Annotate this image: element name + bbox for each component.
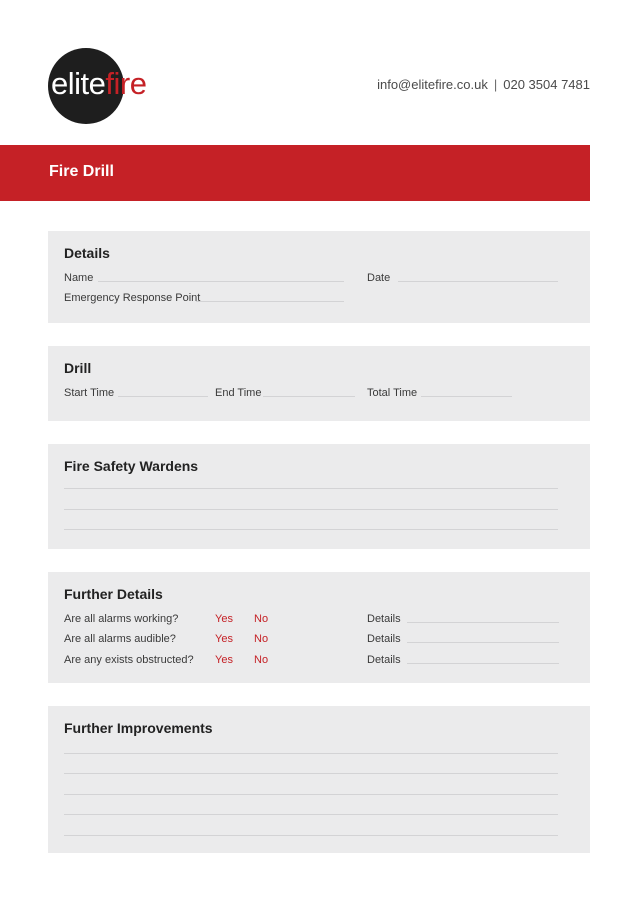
contact-info <box>377 77 590 92</box>
wardens-line[interactable] <box>64 529 558 530</box>
contact-phone[interactable]: 020 3504 7481 <box>503 77 590 92</box>
logo-elite-text: elite <box>51 66 106 101</box>
elitefire-logo <box>48 48 216 124</box>
question-text: Are all alarms working? <box>64 613 179 625</box>
name-field[interactable] <box>98 281 344 282</box>
improvements-line[interactable] <box>64 814 558 815</box>
end-time-field[interactable] <box>263 396 355 397</box>
details-label: Details <box>367 613 401 625</box>
total-time-field[interactable] <box>421 396 512 397</box>
no-option[interactable]: No <box>254 613 269 625</box>
wardens-title: Fire Safety Wardens <box>64 458 199 474</box>
no-option[interactable]: No <box>254 633 269 645</box>
details-label: Details <box>367 633 401 645</box>
contact-email[interactable]: info@elitefire.co.uk <box>377 77 488 92</box>
date-field[interactable] <box>398 281 558 282</box>
details-field[interactable] <box>407 622 559 623</box>
improvements-title: Further Improvements <box>64 720 213 736</box>
yes-option[interactable]: Yes <box>215 654 233 666</box>
wardens-line[interactable] <box>64 509 558 510</box>
erp-field[interactable] <box>196 301 344 302</box>
logo-fire-text: fire <box>105 66 147 101</box>
improvements-line[interactable] <box>64 835 558 836</box>
drill-panel <box>48 346 590 421</box>
logo-wordmark <box>51 65 146 103</box>
further-details-panel <box>48 572 590 683</box>
wardens-line[interactable] <box>64 488 558 489</box>
details-title: Details <box>64 245 110 261</box>
end-time-label: End Time <box>215 387 262 399</box>
details-label: Details <box>367 654 401 666</box>
start-time-label: Start Time <box>64 387 115 399</box>
drill-title: Drill <box>64 360 92 376</box>
name-label: Name <box>64 272 94 284</box>
page-title: Fire Drill <box>49 163 114 180</box>
improvements-line[interactable] <box>64 773 558 774</box>
wardens-panel <box>48 444 590 549</box>
yes-option[interactable]: Yes <box>215 633 233 645</box>
details-field[interactable] <box>407 642 559 643</box>
details-field[interactable] <box>407 663 559 664</box>
no-option[interactable]: No <box>254 654 269 666</box>
question-text: Are all alarms audible? <box>64 633 176 645</box>
contact-separator: | <box>493 77 498 92</box>
date-label: Date <box>367 272 391 284</box>
further-details-title: Further Details <box>64 586 163 602</box>
details-panel <box>48 231 590 323</box>
title-banner <box>0 145 590 201</box>
erp-label: Emergency Response Point <box>64 292 201 304</box>
improvements-panel <box>48 706 590 853</box>
question-text: Are any exists obstructed? <box>64 654 194 666</box>
yes-option[interactable]: Yes <box>215 613 233 625</box>
start-time-field[interactable] <box>118 396 208 397</box>
improvements-line[interactable] <box>64 753 558 754</box>
improvements-line[interactable] <box>64 794 558 795</box>
total-time-label: Total Time <box>367 387 418 399</box>
